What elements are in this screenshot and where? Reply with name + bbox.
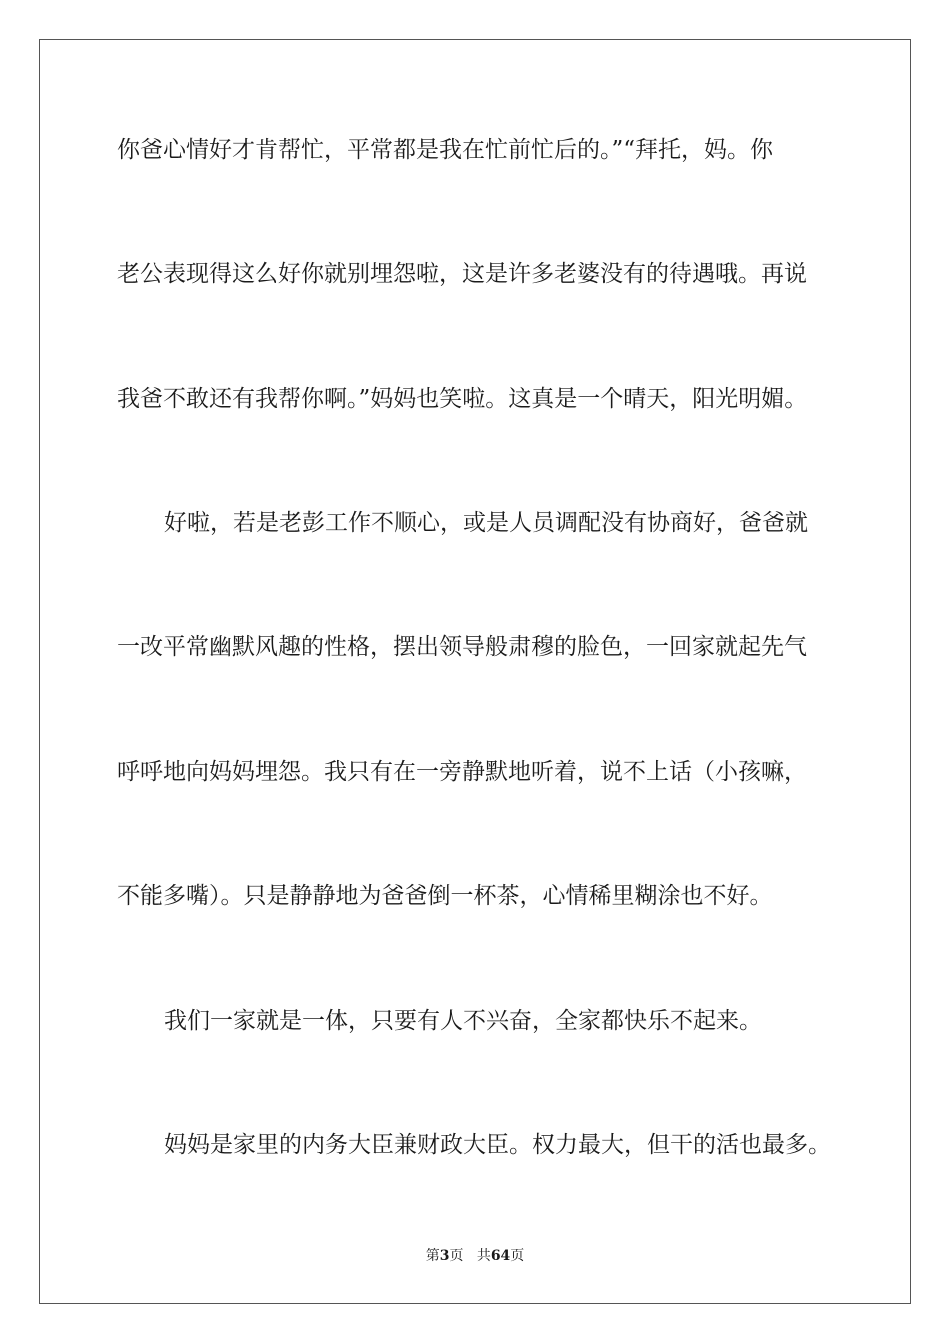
text-line: 老公表现得这么好你就别埋怨啦，这是许多老婆没有的待遇哦。再说 — [117, 261, 807, 287]
text-line: 一改平常幽默风趣的性格，摆出领导般肃穆的脸色，一回家就起先气 — [117, 634, 807, 660]
text-line: 我爸不敢还有我帮你啊。”妈妈也笑啦。这真是一个晴天，阳光明媚。 — [117, 386, 808, 412]
page-suffix: 页 — [449, 1248, 464, 1264]
total-prefix: 共 — [476, 1248, 491, 1264]
footer-prefix: 第 — [425, 1248, 440, 1264]
text-line: 不能多嘴）。只是静静地为爸爸倒一杯茶，心情稀里糊涂也不好。 — [117, 883, 773, 909]
page-footer — [0, 1245, 950, 1265]
paragraph-start-line: 好啦，若是老彭工作不顺心，或是人员调配没有协商好，爸爸就 — [164, 510, 808, 536]
paragraph-start-line: 妈妈是家里的内务大臣兼财政大臣。权力最大，但干的活也最多。 — [164, 1132, 831, 1158]
text-line: 你爸心情好才肯帮忙，平常都是我在忙前忙后的。”“拜托，妈。你 — [117, 137, 774, 163]
page-number: 3 — [439, 1248, 450, 1264]
total-pages: 64 — [490, 1248, 511, 1264]
total-suffix: 页 — [510, 1248, 525, 1264]
text-line: 呼呼地向妈妈埋怨。我只有在一旁静默地听着，说不上话（小孩嘛， — [117, 759, 807, 785]
paragraph-start-line: 我们一家就是一体，只要有人不兴奋，全家都快乐不起来。 — [164, 1008, 762, 1034]
page-border — [39, 39, 911, 1304]
